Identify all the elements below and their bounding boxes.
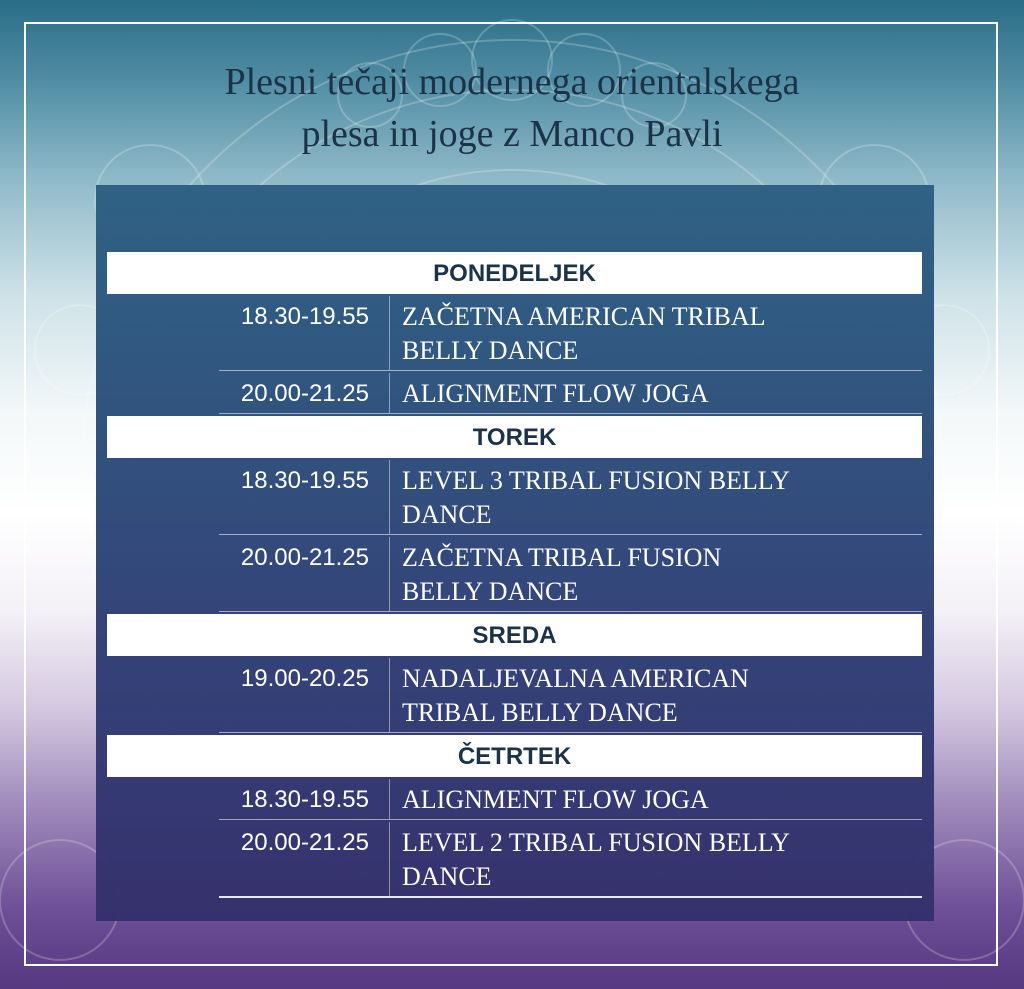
class-name: LEVEL 2 TRIBAL FUSION BELLY DANCE xyxy=(402,828,790,891)
day-header-sreda: SREDA xyxy=(107,614,922,656)
class-time: 20.00-21.25 xyxy=(219,537,390,611)
schedule-table xyxy=(107,252,922,900)
day-header-cetrtek: ČETRTEK xyxy=(107,735,922,777)
class-name: LEVEL 3 TRIBAL FUSION BELLY DANCE xyxy=(402,466,790,529)
title-line-1: Plesni tečaji modernega orientalskega xyxy=(224,61,800,103)
class-name: ALIGNMENT FLOW JOGA xyxy=(402,379,709,408)
class-row xyxy=(219,822,922,898)
class-row xyxy=(219,296,922,371)
class-row xyxy=(219,373,922,414)
class-time: 18.30-19.55 xyxy=(219,460,390,534)
class-time: 20.00-21.25 xyxy=(219,822,390,896)
class-name: ZAČETNA AMERICAN TRIBAL BELLY DANCE xyxy=(402,302,766,365)
class-name: ALIGNMENT FLOW JOGA xyxy=(402,785,709,814)
page-title xyxy=(60,56,964,160)
class-row xyxy=(219,460,922,535)
class-name: NADALJEVALNA AMERICAN TRIBAL BELLY DANCE xyxy=(402,664,749,727)
day-header-torek: TOREK xyxy=(107,416,922,458)
class-time: 20.00-21.25 xyxy=(219,373,390,413)
class-row xyxy=(219,779,922,820)
title-line-2: plesa in joge z Manco Pavli xyxy=(301,113,723,155)
class-name: ZAČETNA TRIBAL FUSION BELLY DANCE xyxy=(402,543,722,606)
day-header-ponedeljek: PONEDELJEK xyxy=(107,252,922,294)
class-time: 19.00-20.25 xyxy=(219,658,390,732)
class-time: 18.30-19.55 xyxy=(219,296,390,370)
class-row xyxy=(219,537,922,612)
class-row xyxy=(219,658,922,733)
class-time: 18.30-19.55 xyxy=(219,779,390,819)
